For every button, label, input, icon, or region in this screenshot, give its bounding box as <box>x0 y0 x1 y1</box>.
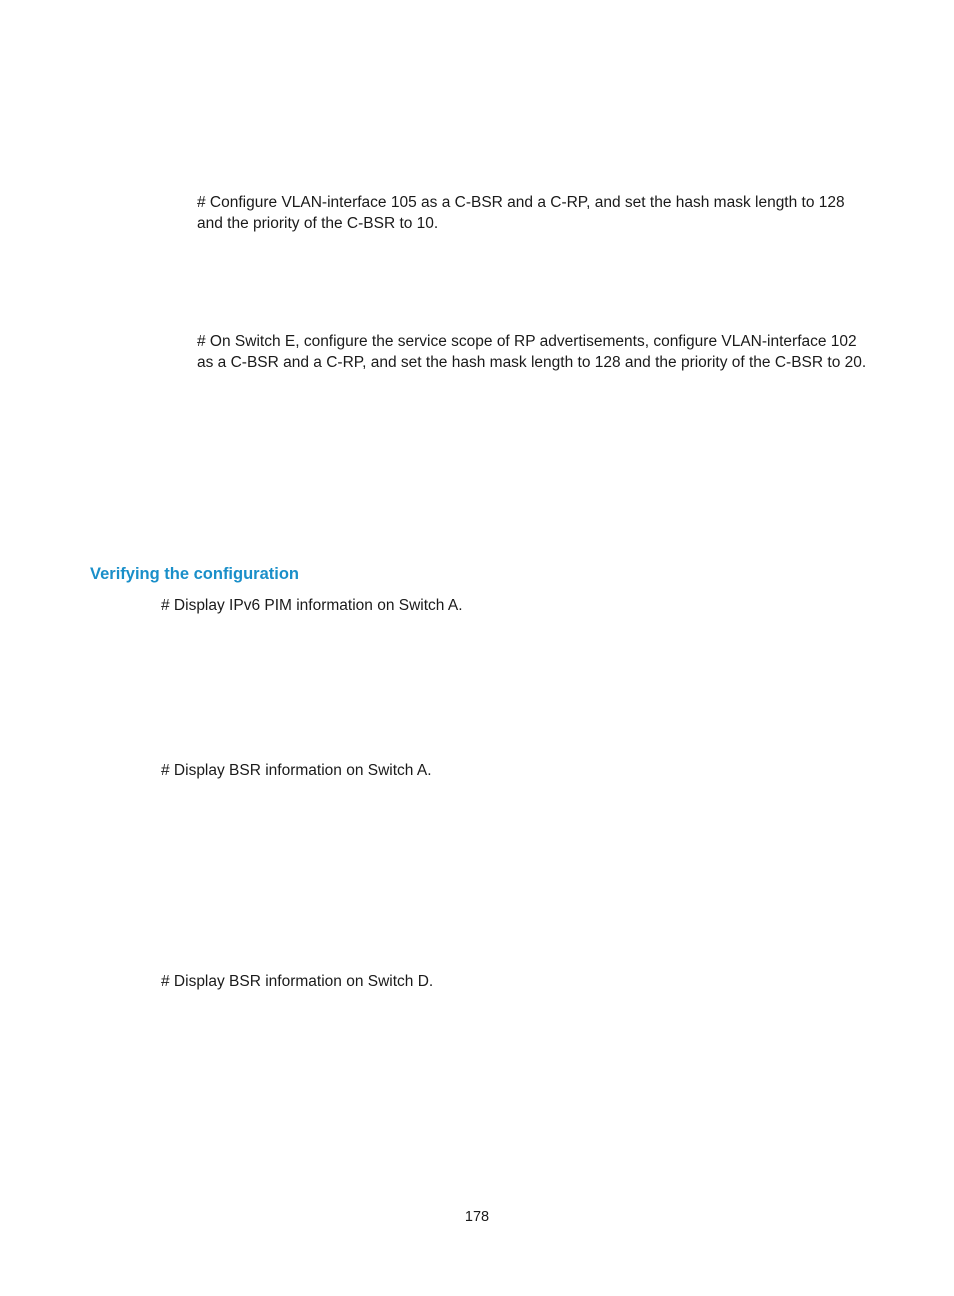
paragraph-display-bsr-d: # Display BSR information on Switch D. <box>161 973 434 990</box>
paragraph-configure-vlan105: # Configure VLAN-interface 105 as a C-BSR and a C-RP, and set the hash mask length to 128 and the priority of the C-BSR to 10. <box>197 194 845 232</box>
paragraph-switch-e-scope: # On Switch E, configure the service scope of RP advertisements, configure VLAN-interface 102 as a C-BSR and a C-RP, and set the hash mask length to 128 and the priority of the C-BSR to 20. <box>197 333 867 371</box>
paragraph-display-bsr-a: # Display BSR information on Switch A. <box>161 762 432 779</box>
section-heading: Verifying the configuration <box>90 565 300 583</box>
page-number: 178 <box>464 1209 490 1225</box>
paragraph-display-pim-a: # Display IPv6 PIM information on Switch A. <box>161 597 463 614</box>
